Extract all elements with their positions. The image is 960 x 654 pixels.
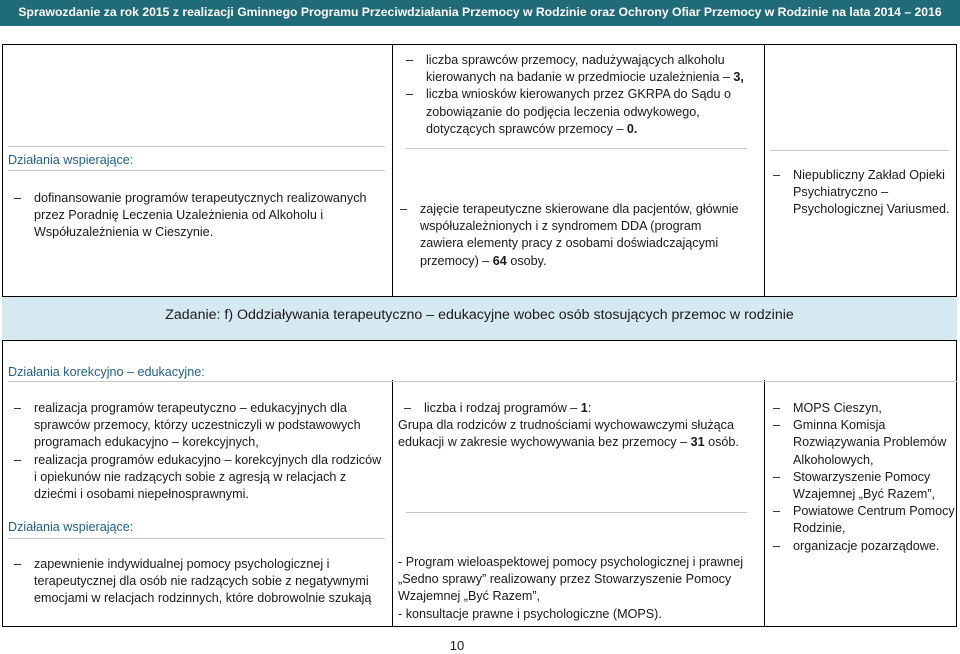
list-item <box>400 52 755 86</box>
support-list-2 <box>8 556 391 608</box>
field-separator <box>406 512 747 513</box>
field-separator <box>8 170 385 171</box>
list-item: – Gminna Komisja Rozwiązywania Problemów Alkoholowych, <box>767 417 955 469</box>
results-other-programs <box>398 554 760 623</box>
list-item: - konsultacje prawne i psychologiczne (MOPS). <box>398 606 662 621</box>
wnioski-count-text: liczba wniosków kierowanych przez GKRPA do Sądu o zobowiązanie do podjęcia leczenia odwykowego, dotyczących sprawców przemocy – <box>426 87 731 136</box>
list-item: – dofinansowanie programów terapeutycznych realizowanych przez Poradnię Leczenia Uzależnienia od Alkoholu i Współuzależnienia w Cieszynie. <box>8 190 386 242</box>
column-divider-2a <box>764 44 765 297</box>
programs-count-colon: : <box>587 401 592 415</box>
zajecia-value: 64 <box>492 253 507 268</box>
results-programs <box>398 400 756 452</box>
column-divider-1b <box>392 380 393 627</box>
list-item: – realizacja programów terapeutyczno – edukacyjnych dla sprawców przemocy, którzy uczestniczyli w podstawowych programach edukacyjno – korekcyjnych, <box>8 400 386 452</box>
list-item: – zapewnienie indywidualnej pomocy psychologicznej i terapeutycznej dla osób nie radzących sobie z negatywnymi emocjami w relacjach rodzinnych, które dobrowolnie szukają <box>8 556 391 608</box>
parent-group-value: 31 <box>690 435 705 450</box>
field-separator <box>8 381 957 382</box>
list-item: - Program wieloaspektowej pomocy psychologicznej i prawnej „Sedno sprawy” realizowany przez Stowarzyszenie Pomocy Wzajemnej „Być Razem”, <box>398 555 744 604</box>
results-column-2 <box>394 201 746 270</box>
task-band <box>2 297 957 340</box>
programs-count-text: liczba i rodzaj programów – <box>424 401 578 415</box>
support-list <box>8 190 386 242</box>
partners-column-3 <box>767 167 953 219</box>
report-title: Sprawozdanie za rok 2015 z realizacji Gminnego Programu Przeciwdziałania Przemocy w Rodzinie oraz Ochrony Ofiar Przemocy w Rodzinie na lata 2014 – 2016 <box>18 5 942 19</box>
list-item <box>398 400 756 417</box>
task-title: Zadanie: f) Oddziaływania terapeutyczno – edukacyjne wobec osób stosujących przemoc w rodzinie <box>165 307 794 323</box>
table-border-bottom <box>2 626 957 627</box>
sprawcy-count-text: liczba sprawców przemocy, nadużywających alkoholu kierowanych na badanie w przedmiocie uzależnienia – <box>426 53 730 85</box>
corrective-list <box>8 400 386 503</box>
parent-group-text: Grupa dla rodziców z trudnościami wychowawczymi służąca edukacji w zakresie wychowywania bez przemocy – 31 osób. <box>398 418 739 450</box>
zajecia-text: zajęcie terapeutyczne skierowane dla pacjentów, głównie współuzależnionych i z syndromem DDA (program zawiera elementy pracy z osobami doświadczającymi przemocy) – <box>420 202 739 268</box>
results-top-column-1 <box>400 52 755 138</box>
list-item <box>394 201 746 270</box>
wnioski-count-value: 0. <box>626 121 638 136</box>
field-separator <box>770 150 949 151</box>
table-border-top <box>2 44 957 45</box>
list-item: – Stowarzyszenie Pomocy Wzajemnej „Być Razem”, <box>767 469 955 503</box>
row-divider-task-bottom <box>2 340 957 341</box>
report-header <box>0 0 960 26</box>
column-divider-1a <box>392 44 393 297</box>
field-separator <box>8 146 385 147</box>
corrective-label: Działania korekcyjno – edukacyjne: <box>8 365 205 379</box>
list-item: – organizacje pozarządowe. <box>767 538 955 555</box>
column-divider-2b <box>764 380 765 627</box>
list-item: – realizacja programów edukacyjno – korekcyjnych dla rodziców i opiekunów nie radzących sobie z agresją w relacjach z dziećmi i osobami niepełnosprawnymi. <box>8 452 386 504</box>
list-item: – Niepubliczny Zakład Opieki Psychiatryczno – Psychologicznej Variusmed. <box>767 167 953 219</box>
list-item: – Powiatowe Centrum Pomocy Rodzinie, <box>767 503 955 537</box>
parent-group-suffix: osób. <box>708 435 739 450</box>
list-item <box>400 86 755 138</box>
programs-count-value: 1 <box>580 401 588 415</box>
page-number: 10 <box>449 638 465 653</box>
sprawcy-count-value: 3, <box>733 70 744 85</box>
field-separator <box>8 538 385 539</box>
field-separator <box>406 148 747 149</box>
support-label: Działania wspierające: <box>8 153 134 167</box>
zajecia-suffix: osoby. <box>510 253 547 268</box>
list-item: – MOPS Cieszyn, <box>767 400 955 417</box>
partners-column-3b <box>767 400 955 555</box>
support-label-2: Działania wspierające: <box>8 520 134 534</box>
